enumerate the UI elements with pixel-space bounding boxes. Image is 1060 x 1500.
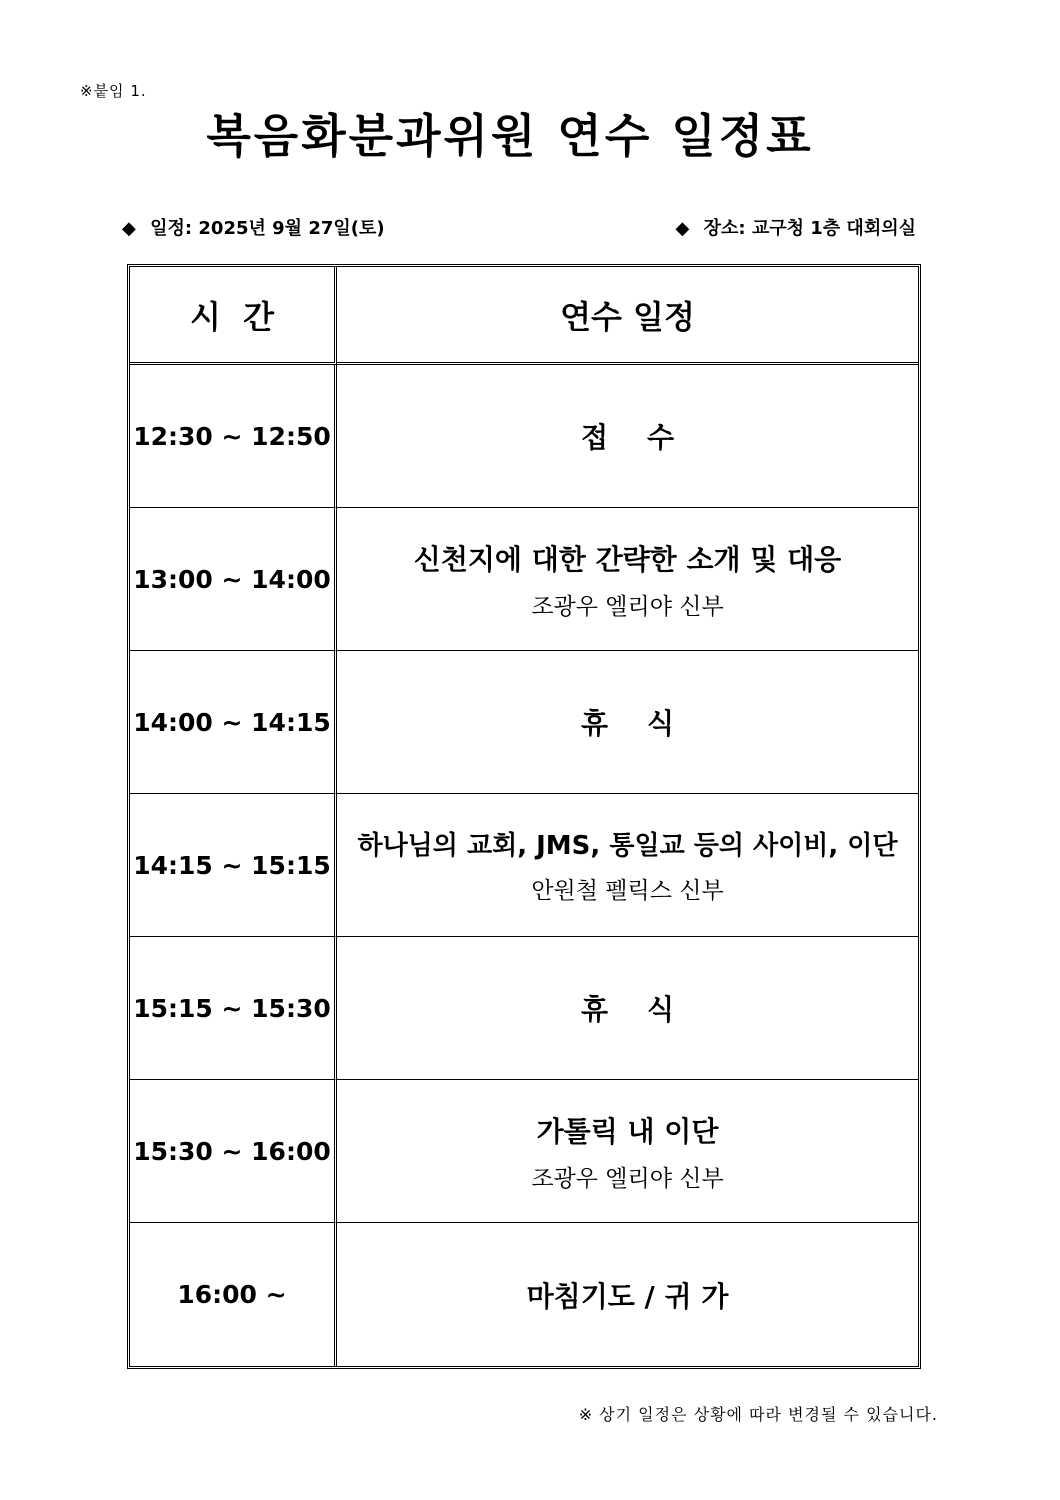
row-program-cell [337, 365, 918, 508]
table-row [130, 1223, 918, 1366]
program-title: 하나님의 교회, JMS, 통일교 등의 사이비, 이단 [357, 831, 898, 861]
row-time: 14:15 ~ 15:15 [130, 794, 337, 937]
row-program-cell [337, 1223, 918, 1366]
program-title: 가톨릭 내 이단 [536, 1114, 719, 1148]
table-row [130, 794, 918, 937]
row-time: 15:30 ~ 16:00 [130, 1080, 337, 1223]
document-title: 복음화분과위원 연수 일정표 [206, 109, 814, 163]
table-row [130, 1080, 918, 1223]
row-time: 12:30 ~ 12:50 [130, 365, 337, 508]
schedule-table [127, 264, 921, 1369]
table-row [130, 365, 918, 508]
table-row [130, 508, 918, 651]
row-program-cell [337, 1080, 918, 1223]
diamond-bullet-icon: ◆ [675, 218, 690, 239]
header-time: 시 간 [130, 267, 337, 365]
row-program-cell [337, 508, 918, 651]
diamond-bullet-icon: ◆ [122, 218, 136, 239]
place-value: 교구청 1층 대회의실 [751, 218, 916, 239]
program-speaker: 조광우 엘리야 신부 [531, 1165, 724, 1192]
table-row [130, 651, 918, 794]
schedule-date [122, 214, 385, 240]
program-title: 휴 식 [580, 707, 675, 740]
attachment-label: ※붙임 1. [80, 82, 147, 100]
program-speaker: 안원철 펠릭스 신부 [531, 878, 724, 904]
program-title: 신천지에 대한 간략한 소개 및 대응 [413, 542, 842, 576]
row-time: 15:15 ~ 15:30 [130, 937, 337, 1080]
footnote: ※ 상기 일정은 상황에 따라 변경될 수 있습니다. [578, 1405, 938, 1424]
program-title: 휴 식 [580, 993, 675, 1026]
row-time: 13:00 ~ 14:00 [130, 508, 337, 651]
program-title: 마침기도 / 귀 가 [526, 1279, 729, 1313]
date-label: 일정: [150, 218, 193, 239]
program-speaker: 조광우 엘리야 신부 [531, 593, 724, 620]
row-time: 16:00 ~ [130, 1223, 337, 1366]
schedule-place [675, 214, 916, 240]
row-program-cell [337, 794, 918, 937]
date-value: 2025년 9월 27일(토) [198, 218, 385, 239]
header-program: 연수 일정 [337, 267, 918, 365]
place-label: 장소: [703, 218, 746, 239]
program-title: 접 수 [580, 421, 675, 454]
row-time: 14:00 ~ 14:15 [130, 651, 337, 794]
row-program-cell [337, 937, 918, 1080]
row-program-cell [337, 651, 918, 794]
table-header-row [130, 267, 918, 365]
table-row [130, 937, 918, 1080]
